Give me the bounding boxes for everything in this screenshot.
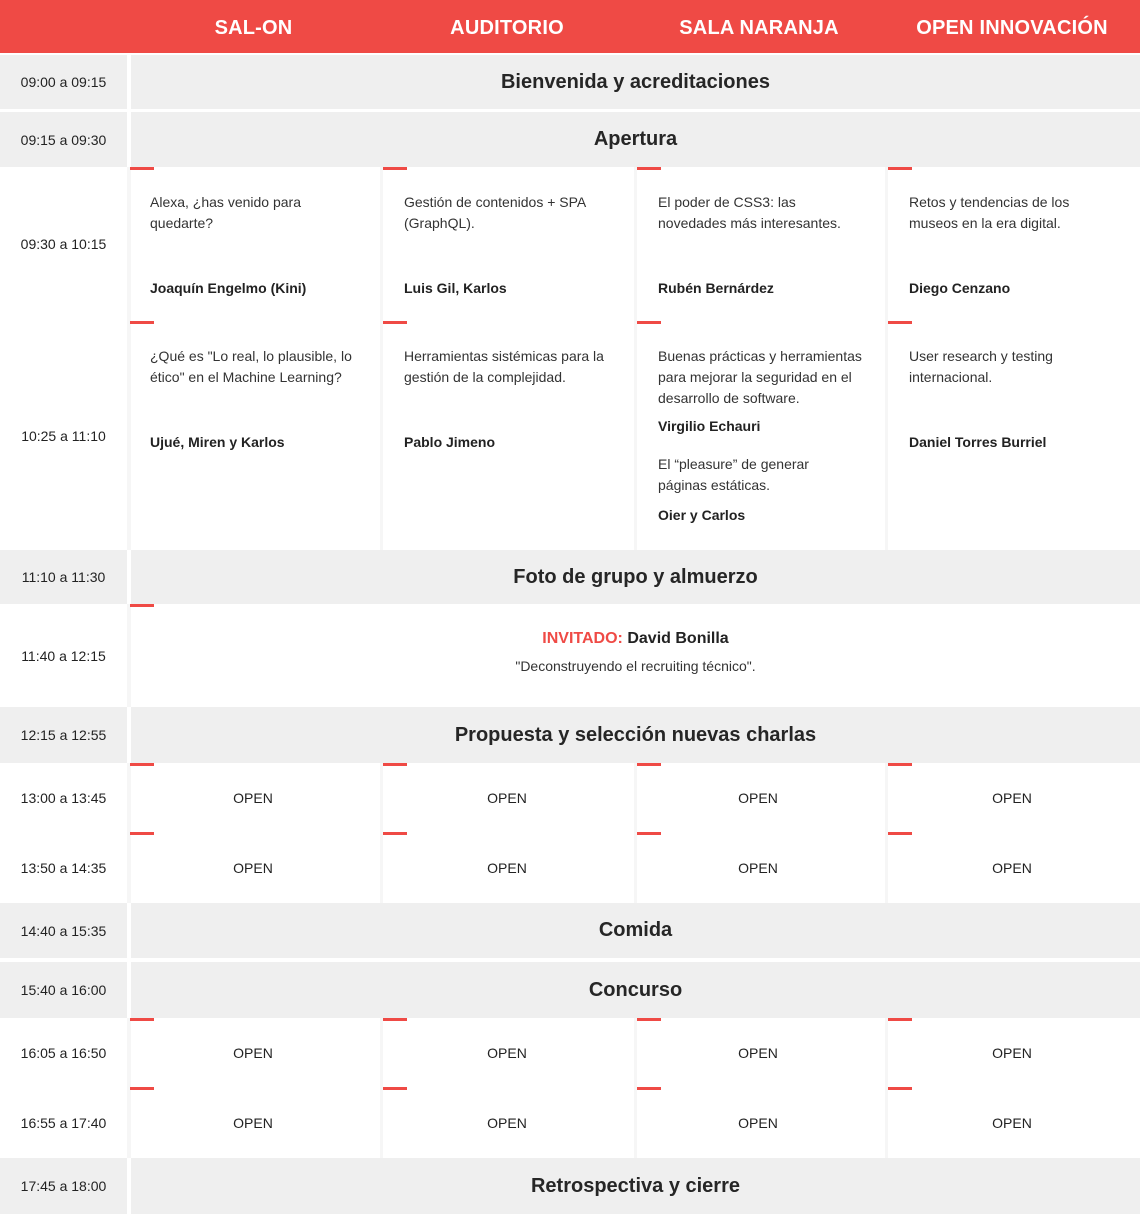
talk-title[interactable]: Retos y tendencias de los museos en la era digital. [909, 194, 1070, 231]
talk-speaker: Virgilio Echauri [658, 418, 761, 434]
time-slot: 09:00 a 09:15 [0, 55, 127, 109]
slot-marker [637, 832, 661, 835]
talk-title[interactable]: Gestión de contenidos + SPA (GraphQL). [404, 194, 586, 231]
column-divider [127, 167, 131, 550]
slot-marker [637, 167, 661, 170]
time-slot: 12:15 a 12:55 [0, 707, 127, 763]
open-slot[interactable]: OPEN [992, 1115, 1032, 1131]
slot-marker [888, 1018, 912, 1021]
slot-marker [130, 604, 154, 607]
talk-speaker: Daniel Torres Burriel [909, 434, 1047, 450]
talk-speaker: Luis Gil, Karlos [404, 280, 507, 296]
slot-marker [130, 832, 154, 835]
time-slot: 16:55 a 17:40 [20, 1115, 107, 1131]
talk-speaker: Diego Cenzano [909, 280, 1011, 296]
time-slot: 13:50 a 14:35 [20, 860, 107, 876]
time-slot: 13:00 a 13:45 [20, 790, 107, 806]
slot-marker [888, 167, 912, 170]
band-concurso: Concurso [131, 962, 1140, 1018]
talk-title[interactable]: El “pleasure” de generar páginas estáticas. [658, 456, 809, 493]
band-bienvenida: Bienvenida y acreditaciones [131, 55, 1140, 109]
slot-marker [383, 321, 407, 324]
time-slot: 17:45 a 18:00 [0, 1158, 127, 1214]
slot-marker [888, 1087, 912, 1090]
room-auditorio: AUDITORIO [450, 17, 564, 39]
open-slot[interactable]: OPEN [487, 1115, 527, 1131]
band-propuesta: Propuesta y selección nuevas charlas [131, 707, 1140, 763]
slot-marker [383, 763, 407, 766]
column-divider [127, 604, 131, 707]
open-slot[interactable]: OPEN [487, 1045, 527, 1061]
slot-marker [888, 321, 912, 324]
slot-marker [888, 832, 912, 835]
guest-talk[interactable]: "Deconstruyendo el recruiting técnico". [515, 658, 756, 674]
open-slot[interactable]: OPEN [738, 1045, 778, 1061]
time-slot: 09:30 a 10:15 [20, 236, 107, 252]
open-slot[interactable]: OPEN [992, 1045, 1032, 1061]
room-open-innovacion: OPEN INNOVACIÓN [916, 17, 1108, 39]
slot-marker [888, 763, 912, 766]
time-slot: 10:25 a 11:10 [21, 428, 106, 444]
open-slot[interactable]: OPEN [233, 860, 273, 876]
talk-speaker: Joaquín Engelmo (Kini) [150, 280, 307, 296]
time-column-area [0, 1018, 127, 1158]
slot-marker [130, 1087, 154, 1090]
open-slot[interactable]: OPEN [487, 790, 527, 806]
slot-marker [637, 321, 661, 324]
open-slot[interactable]: OPEN [233, 1115, 273, 1131]
open-slot[interactable]: OPEN [487, 860, 527, 876]
guest-label: INVITADO: [542, 630, 623, 647]
time-slot: 11:10 a 11:30 [0, 550, 127, 604]
band-cierre: Retrospectiva y cierre [131, 1158, 1140, 1214]
room-sala-naranja: SALA NARANJA [679, 17, 839, 39]
slot-marker [637, 763, 661, 766]
band-foto: Foto de grupo y almuerzo [131, 550, 1140, 604]
open-slot[interactable]: OPEN [992, 790, 1032, 806]
time-slot: 15:40 a 16:00 [0, 962, 127, 1018]
open-slot[interactable]: OPEN [233, 1045, 273, 1061]
slot-marker [130, 763, 154, 766]
slot-marker [383, 1018, 407, 1021]
band-apertura: Apertura [131, 112, 1140, 167]
talk-title[interactable]: El poder de CSS3: las novedades más interesantes. [658, 194, 841, 231]
talk-title[interactable]: User research y testing internacional. [909, 348, 1053, 385]
talk-title[interactable]: ¿Qué es "Lo real, lo plausible, lo ético" en el Machine Learning? [150, 348, 352, 385]
guest-name[interactable]: David Bonilla [627, 630, 729, 647]
talk-speaker: Rubén Bernárdez [658, 280, 774, 296]
talk-title[interactable]: Herramientas sistémicas para la gestión de la complejidad. [404, 348, 604, 385]
slot-marker [383, 167, 407, 170]
slot-marker [637, 1087, 661, 1090]
open-slot[interactable]: OPEN [738, 790, 778, 806]
slot-marker [383, 1087, 407, 1090]
guest-speaker [131, 630, 1140, 648]
column-divider [380, 167, 383, 550]
open-slot[interactable]: OPEN [992, 860, 1032, 876]
time-slot: 16:05 a 16:50 [20, 1045, 107, 1061]
open-slot[interactable]: OPEN [738, 1115, 778, 1131]
slot-marker [130, 321, 154, 324]
time-slot: 11:40 a 12:15 [0, 604, 127, 707]
talk-speaker: Oier y Carlos [658, 507, 746, 523]
slot-marker [130, 1018, 154, 1021]
time-slot: 14:40 a 15:35 [0, 903, 127, 958]
open-slot[interactable]: OPEN [738, 860, 778, 876]
time-slot: 09:15 a 09:30 [0, 112, 127, 167]
band-comida: Comida [131, 903, 1140, 958]
time-column-area [0, 763, 127, 903]
room-header [0, 0, 1140, 53]
column-divider [885, 167, 888, 550]
talk-speaker: Pablo Jimeno [404, 434, 496, 450]
talk-title[interactable]: Alexa, ¿has venido para quedarte? [150, 194, 301, 231]
slot-marker [130, 167, 154, 170]
open-slot[interactable]: OPEN [233, 790, 273, 806]
slot-marker [383, 832, 407, 835]
column-divider [634, 167, 637, 550]
talk-speaker: Ujué, Miren y Karlos [150, 434, 285, 450]
talk-title[interactable]: Buenas prácticas y herramientas para mejorar la seguridad en el desarrollo de software. [658, 348, 862, 406]
slot-marker [637, 1018, 661, 1021]
room-sal-on: SAL-ON [214, 17, 293, 39]
